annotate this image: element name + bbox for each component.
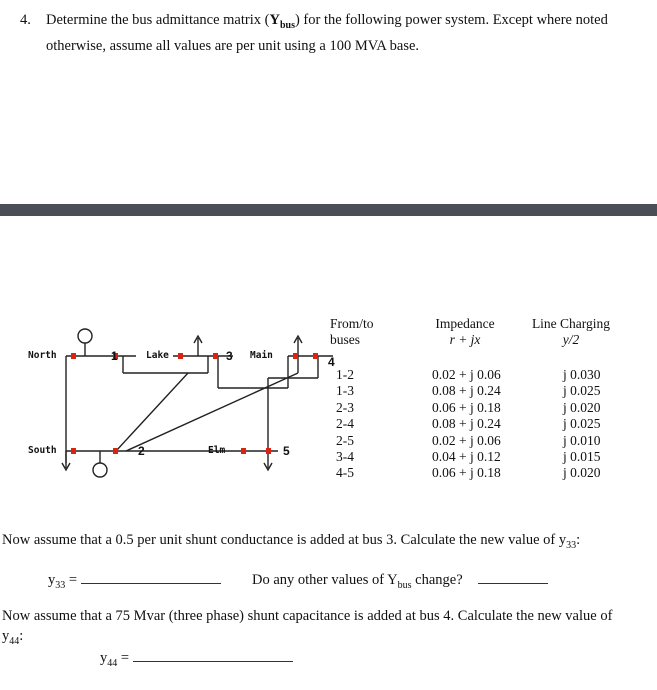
table-cell: 0.06 + j 0.18 — [432, 399, 501, 415]
ybus-symbol: Y — [269, 12, 280, 28]
question-suffix: ) for the following power system. Except where noted otherwise, assume all values are per unit using a 100 MVA base. — [46, 12, 608, 54]
power-system-diagram — [28, 318, 350, 493]
table-cell: 0.06 + j 0.18 — [432, 465, 501, 481]
y33-label: $y_{33}$ = — [48, 572, 81, 591]
bus-number-1: 1 — [111, 349, 118, 363]
y44-label: $y_{44}$ = — [100, 650, 133, 669]
table-cell: 2-5 — [336, 432, 354, 448]
column-line-charging — [563, 367, 601, 482]
question-prefix: Determine the bus admittance matrix ( — [46, 12, 270, 28]
table-cell: j 0.020 — [563, 399, 601, 415]
bus-number-4: 4 — [328, 355, 335, 369]
bus-number-2: 2 — [138, 444, 145, 458]
table-cell: 0.08 + j 0.24 — [432, 383, 501, 399]
generator-2 — [93, 463, 107, 477]
table-cell: j 0.010 — [563, 432, 601, 448]
bus-label-lake: Lake — [146, 350, 169, 361]
column-buses — [336, 367, 354, 482]
bus-label-north: North — [28, 350, 57, 361]
table-cell: j 0.025 — [563, 383, 601, 399]
question-number: 4. — [20, 12, 31, 28]
table-cell: 0.02 + j 0.06 — [432, 367, 501, 382]
table-cell: j 0.015 — [563, 449, 601, 465]
y44-answer-row — [100, 648, 293, 674]
bus-label-main: Main — [250, 350, 273, 361]
table-cell: 1-3 — [336, 383, 354, 399]
table-cell: 0.04 + j 0.12 — [432, 449, 501, 465]
y33-answer-blank[interactable] — [81, 582, 221, 584]
table-cell: 0.02 + j 0.06 — [432, 432, 501, 448]
header-from-to: From/to buses — [330, 316, 374, 347]
header-impedance: Impedance r + jx — [435, 316, 495, 347]
bus-number-5: 5 — [283, 444, 290, 458]
table-cell: 2-4 — [336, 416, 354, 432]
table-cell: 0.08 + j 0.24 — [432, 416, 501, 432]
part-a-question: Now assume that a 0.5 per unit shunt conductance is added at bus 3. Calculate the new value of $y_{33}$: — [2, 532, 581, 551]
table-cell: j 0.020 — [563, 465, 601, 481]
table-cell: j 0.025 — [563, 416, 601, 432]
table-cell: 2-3 — [336, 399, 354, 415]
bus-number-3: 3 — [226, 349, 233, 363]
header-line-charging: Line Charging y/2 — [531, 316, 611, 347]
bus-label-elm: Elm — [208, 445, 226, 456]
generator-1 — [78, 329, 92, 343]
table-cell: 3-4 — [336, 449, 354, 465]
column-impedance — [432, 367, 501, 482]
question-text — [20, 10, 650, 56]
table-cell: 1-2 — [336, 367, 354, 382]
table-cell: 4-5 — [336, 465, 354, 481]
ybus-change-answer-blank[interactable] — [478, 582, 548, 584]
separator-bar — [0, 204, 657, 216]
ybus-change-question: Do any other values of $Y_{bus}$ change? — [252, 570, 548, 596]
part-b-question: Now assume that a 75 Mvar (three phase) shunt capacitance is added at bus 4. Calculate the new value of $y_{44}$: — [2, 608, 613, 647]
bus-label-south: South — [28, 445, 57, 456]
table-cell: j 0.030 — [563, 367, 601, 382]
ybus-subscript: bus — [279, 19, 295, 31]
y33-answer-row — [48, 570, 221, 596]
y44-answer-blank[interactable] — [133, 660, 293, 662]
